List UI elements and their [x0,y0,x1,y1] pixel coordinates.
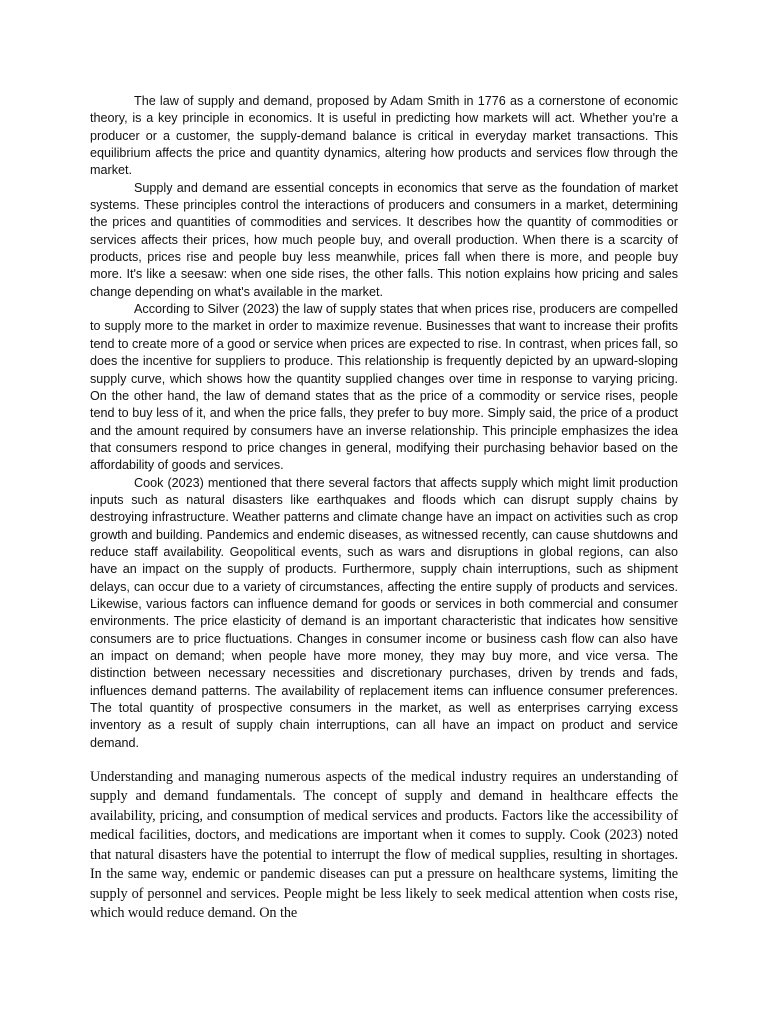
paragraph-essential-concepts: Supply and demand are essential concepts in economics that serve as the foundation of market systems. These principles control the interactions of producers and consumers in a market, determining the prices and quantities of commodities and services. It describes how the quantity of commodities or services affects their prices, how much people buy, and overall production. When there is a scarcity of products, prices rise and people buy less meanwhile, prices fall when there is more, and people buy more. It's like a seesaw: when one side rises, the other falls. This notion explains how pricing and sales change depending on what's available in the market. [90,180,678,299]
healthcare-section [90,768,678,923]
paragraph-law-of-supply-and-demand: The law of supply and demand, proposed by Adam Smith in 1776 as a cornerstone of economic theory, is a key principle in economics. It is useful in predicting how markets will act. Whether you're a producer or a customer, the supply-demand balance is critical in everyday market transactions. This equilibrium affects the price and quantity dynamics, altering how products and services flow through the market. [90,94,678,178]
paragraph-medical-industry: Understanding and managing numerous aspects of the medical industry requires an understanding of supply and demand fundamentals. The concept of supply and demand in healthcare effects the availability, pricing, and consumption of medical services and products. Factors like the accessibility of medical facilities, doctors, and medications are important when it comes to supply. Cook (2023) noted that natural disasters have the potential to interrupt the flow of medical supplies, resulting in shortages. In the same way, endemic or pandemic diseases can put a pressure on healthcare systems, limiting the supply of personnel and services. People might be less likely to seek medical attention when costs rise, which would reduce demand. On the [90,769,678,921]
paragraph-cook-2023: Cook (2023) mentioned that there several factors that affects supply which might limit production inputs such as natural disasters like earthquakes and floods which can disrupt supply chains by destroying infrastructure. Weather patterns and climate change have an impact on activities such as crop growth and building. Pandemics and endemic diseases, as witnessed recently, can cause shutdowns and reduce staff availability. Geopolitical events, such as wars and disruptions in global regions, can also have an impact on the supply of products. Furthermore, supply chain interruptions, such as shipment delays, can occur due to a variety of circumstances, affecting the entire supply of products and services. Likewise, various factors can influence demand for goods or services in both commercial and consumer environments. The price elasticity of demand is an important characteristic that indicates how sensitive consumers are to price fluctuations. Changes in consumer income or business cash flow can also have an impact on demand; when people have more money, they may buy more, and vice versa. The distinction between necessary necessities and discretionary purchases, driven by trends and fads, influences demand patterns. The availability of replacement items can influence consumer preferences. The total quantity of prospective consumers in the market, as well as enterprises carrying excess inventory as a result of supply chain interruptions, can all have an impact on product and service demand. [90,475,678,750]
document-page [90,93,678,923]
paragraph-silver-2023: According to Silver (2023) the law of supply states that when prices rise, producers are compelled to supply more to the market in order to maximize revenue. Businesses that want to increase their profits tend to create more of a good or service when prices are expected to rise. In contrast, when prices fall, so does the incentive for suppliers to produce. This relationship is frequently depicted by an upward-sloping supply curve, which shows how the quantity supplied changes over time in response to varying pricing. On the other hand, the law of demand states that as the price of a commodity or service rises, people tend to buy less of it, and when the price falls, they prefer to buy more. Simply said, the price of a product and the amount required by consumers have an inverse relationship. This principle emphasizes the idea that consumers respond to price changes in general, modifying their purchasing behavior based on the affordability of goods and services. [90,302,679,473]
essay-body [90,93,678,752]
